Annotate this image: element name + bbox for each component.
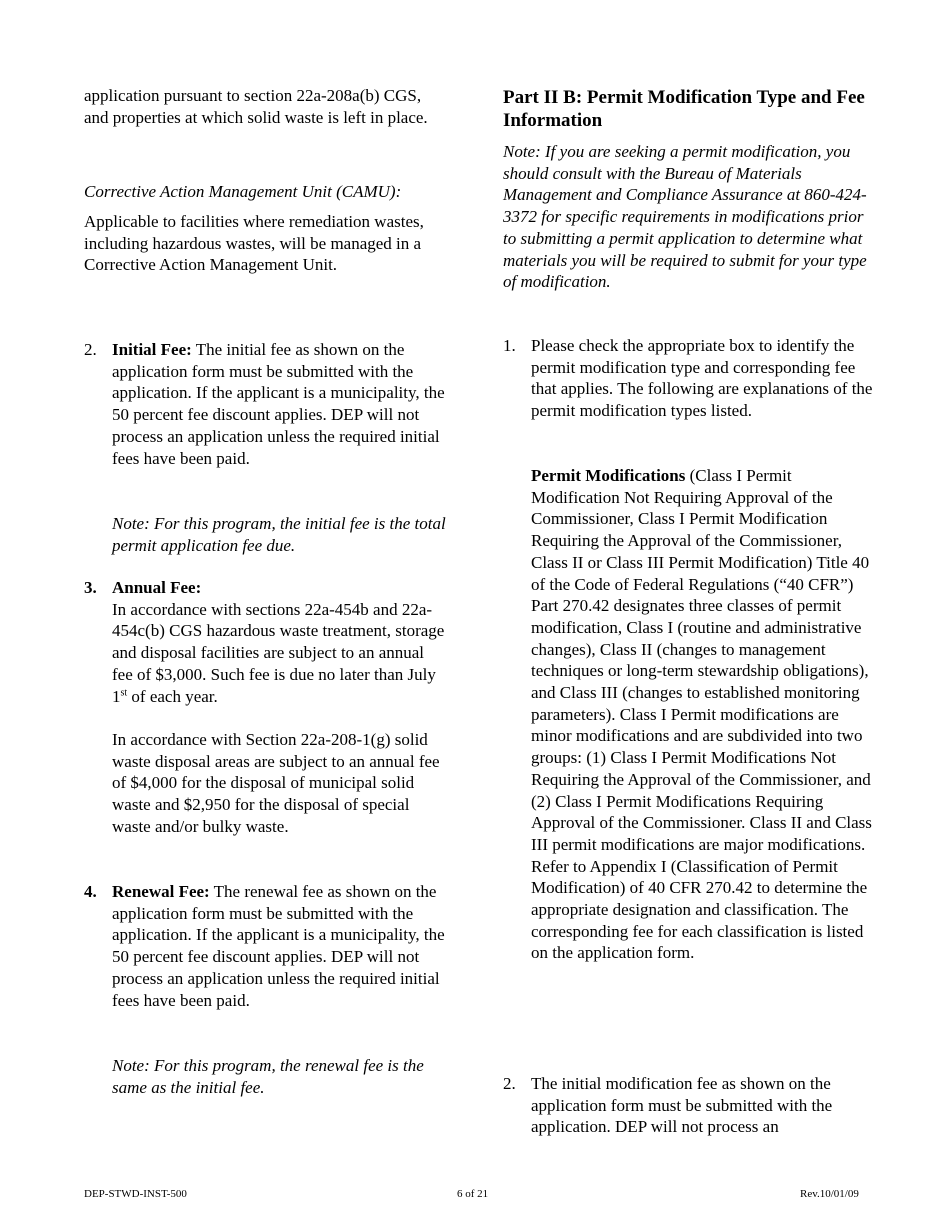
camu-title: Corrective Action Management Unit (CAMU):: [84, 182, 402, 201]
annual-fee-paragraph-2: In accordance with Section 22a-208-1(g) solid waste disposal areas are subject to an annual fee of $4,000 for the disposal of municipal solid waste and $2,950 for the disposal of special waste and/or bulky waste.: [112, 730, 440, 836]
modification-note: Note: If you are seeking a permit modification, you should consult with the Bureau of Materials Management and Compliance Assurance at 860-424-3372 for specific requirements in modifications prior to submitting a permit application to determine what materials you will be required to submit for your type of modification.: [503, 142, 867, 292]
camu-description: Applicable to facilities where remediation wastes, including hazardous wastes, will be managed in a Corrective Action Management Unit.: [84, 212, 424, 275]
initial-fee-text: The initial fee as shown on the application form must be submitted with the application. If the applicant is a municipality, the 50 percent fee discount applies. DEP will not process an application unless the required initial fees have been paid.: [112, 340, 445, 468]
renewal-fee-note: Note: For this program, the renewal fee is the same as the initial fee.: [112, 1056, 424, 1097]
item-number: 4.: [84, 882, 97, 901]
permit-modifications-text: (Class I Permit Modification Not Requiring Approval of the Commissioner, Class I Permit Modification Requiring the Approval of the Commissioner, Class II or Class III Permit Modification) Title 40 of the Code of Federal Regulations (“40 CFR”) Part 270.42 designates three classes of permit modification, Class I (routine and administrative changes), Class II (changes to management techniques or long-term stewardship obligations), and Class III (changes to established monitoring parameters). Class I Permit modifications are minor modifications and are subdivided into two groups: (1) Class I Permit Modifications Not Requiring the Approval of the Commissioner, and (2) Class I Permit Modifications Requiring Approval of the Commissioner. Class II and Class III permit modifications are major modifications. Refer to Appendix I (Classification of Permit Modification) of 40 CFR 270.42 to determine the appropriate designation and classification. The corresponding fee for each classification is listed on the application form.: [531, 466, 872, 963]
intro-paragraph: application pursuant to section 22a-208a(b) CGS, and properties at which solid waste is left in place.: [84, 86, 428, 127]
annual-fee-paragraph-1: In accordance with sections 22a-454b and 22a-454c(b) CGS hazardous waste treatment, storage and disposal facilities are subject to an annual fee of $3,000. Such fee is due no later than July 1st of each year.: [112, 599, 445, 706]
renewal-fee-item: [84, 881, 446, 1011]
item-number: 2.: [84, 340, 97, 359]
item-number: 3.: [84, 578, 97, 597]
modification-type-item: [503, 335, 877, 422]
initial-fee-item: [84, 339, 446, 469]
renewal-fee-text: The renewal fee as shown on the application form must be submitted with the application. If the applicant is a municipality, the 50 percent fee discount applies. DEP will not process an application unless the required initial fees have been paid.: [112, 882, 445, 1010]
initial-modification-fee-text: The initial modification fee as shown on the application form must be submitted with the application. DEP will not process an: [531, 1074, 833, 1137]
footer-doc-id: DEP-STWD-INST-500: [84, 1188, 187, 1200]
item-number: 2.: [503, 1074, 516, 1093]
initial-fee-note: Note: For this program, the initial fee is the total permit application fee due.: [112, 514, 446, 555]
modification-type-text: Please check the appropriate box to identify the permit modification type and corresponding fee that applies. The following are explanations of the permit modification types listed.: [531, 336, 873, 421]
item-number: 1.: [503, 336, 516, 355]
permit-modifications-label: Permit Modifications: [531, 466, 686, 485]
initial-modification-fee-item: [503, 1073, 877, 1138]
annual-fee-label: Annual Fee:: [112, 578, 202, 597]
footer-revision: Rev.10/01/09: [800, 1188, 859, 1200]
initial-fee-label: Initial Fee:: [112, 340, 192, 359]
renewal-fee-label: Renewal Fee:: [112, 882, 210, 901]
section-heading: Part II B: Permit Modification Type and Fee Information: [503, 87, 865, 131]
footer-page-number: 6 of 21: [457, 1188, 489, 1200]
permit-modifications-paragraph: [531, 465, 877, 964]
annual-fee-item: [84, 577, 446, 707]
